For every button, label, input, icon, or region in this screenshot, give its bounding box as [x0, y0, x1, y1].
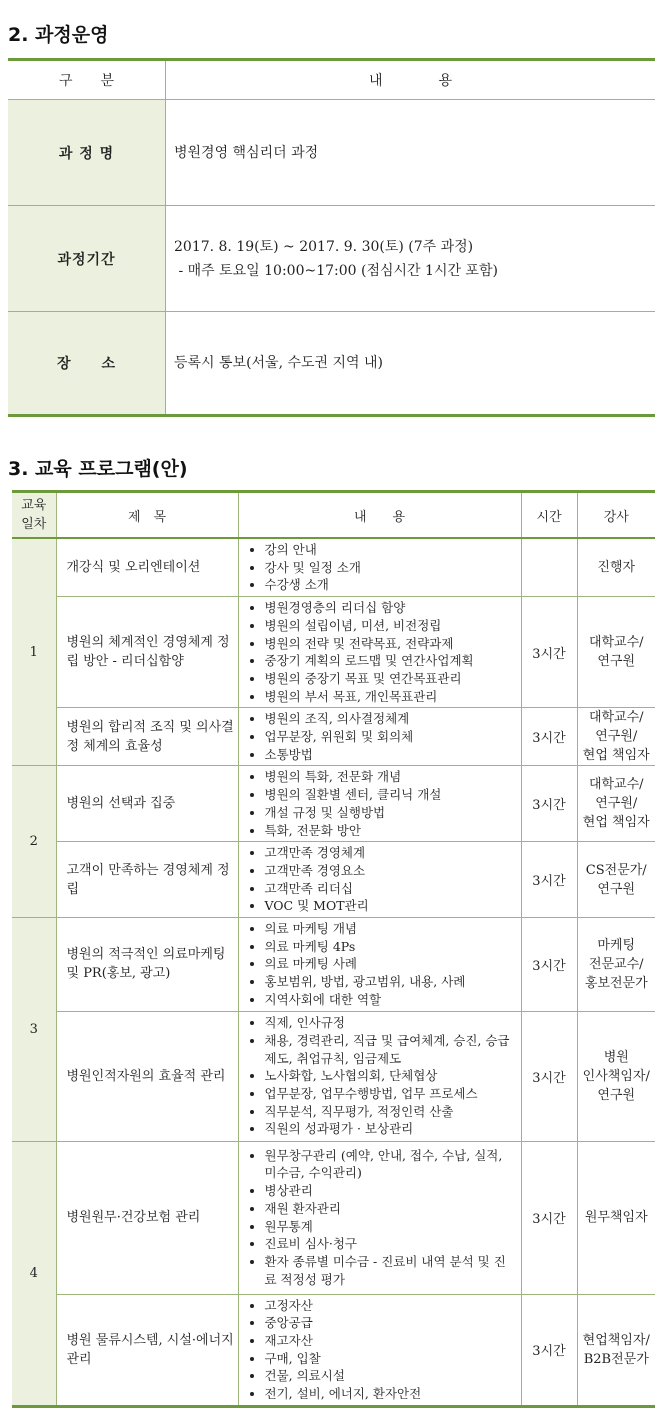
- session-content: [238, 1294, 521, 1406]
- session-time: 3시간: [521, 597, 577, 708]
- list-item: • 구매, 입찰: [265, 1350, 517, 1368]
- lecturer-line: 현업 책임자: [582, 815, 650, 831]
- course-name: 병원경영 핵심리더 과정: [174, 144, 319, 161]
- session-content: [238, 766, 521, 842]
- list-item: • 강의 안내: [265, 541, 517, 559]
- header-content: 내 용: [238, 492, 521, 539]
- row-label: 과정기간: [8, 206, 166, 312]
- list-item: • 병원의 특화, 전문화 개념: [265, 768, 517, 786]
- header-day-line1: 교육: [21, 498, 47, 513]
- list-item: • 직원의 성과평가 · 보상관리: [265, 1120, 517, 1138]
- header-time: 시간: [521, 492, 577, 539]
- list-item: • 채용, 경력관리, 직급 및 급여체계, 승진, 승급제도, 취업규칙, 임금제도: [265, 1032, 517, 1067]
- table-row: [8, 312, 655, 416]
- list-item: • 고정자산: [265, 1297, 517, 1315]
- row-value: [166, 100, 656, 206]
- lecturer-line: 현업 책임자: [582, 748, 650, 764]
- list-item: • 중장기 계획의 로드맵 및 연간사업계획: [265, 652, 517, 670]
- table-row: [12, 1011, 655, 1141]
- header-title: 제 목: [56, 492, 238, 539]
- day-cell: 4: [12, 1141, 56, 1406]
- session-time: 3시간: [521, 842, 577, 918]
- row-value: [166, 312, 656, 416]
- session-title: 병원 물류시스템, 시설·에너지관리: [56, 1294, 238, 1406]
- list-item: • 직무분석, 직무평가, 적정인력 산출: [265, 1103, 517, 1121]
- session-lecturer: [577, 708, 655, 766]
- session-content: [238, 538, 521, 597]
- session-time: 3시간: [521, 1011, 577, 1141]
- list-item: • 의료 마케팅 사례: [265, 955, 517, 973]
- session-title: 병원원무·건강보험 관리: [56, 1141, 238, 1294]
- row-value: [166, 206, 656, 312]
- section-2-title: 2. 과정운영: [8, 24, 109, 46]
- header-day-line2: 일차: [21, 517, 47, 532]
- lecturer-line: 연구원/: [595, 796, 638, 812]
- session-time: 3시간: [521, 766, 577, 842]
- header-lecturer: 강사: [577, 492, 655, 539]
- lecturer-line: 연구원: [597, 1087, 636, 1103]
- content-list: [243, 599, 517, 705]
- list-item: • 병상관리: [265, 1182, 517, 1200]
- lecturer-line: 전문교수/: [588, 956, 644, 972]
- lecturer-line: B2B전문가: [583, 1351, 649, 1367]
- session-content: [238, 1141, 521, 1294]
- table-row: [12, 842, 655, 918]
- lecturer-line: CS전문가/: [585, 862, 647, 878]
- content-list: [243, 541, 517, 594]
- list-item: • 병원의 설립이념, 미션, 비전정립: [265, 617, 517, 635]
- list-item: • 업무분장, 위원회 및 회의체: [265, 728, 517, 746]
- table-row: [12, 918, 655, 1012]
- session-content: [238, 918, 521, 1012]
- lecturer-line: 진행자: [597, 560, 636, 576]
- lecturer-line: 병원: [603, 1049, 629, 1065]
- list-item: • 병원의 전략 및 전략목표, 전략과제: [265, 635, 517, 653]
- session-content: [238, 1011, 521, 1141]
- session-lecturer: [577, 766, 655, 842]
- lecturer-line: 인사책임자/: [582, 1068, 650, 1084]
- table-row: [12, 766, 655, 842]
- list-item: • 재고자산: [265, 1332, 517, 1350]
- list-item: • 홍보범위, 방법, 광고범위, 내용, 사례: [265, 973, 517, 991]
- table-row: [12, 708, 655, 766]
- list-item: • 고객만족 리더십: [265, 880, 517, 898]
- row-label: 장 소: [8, 312, 166, 416]
- list-item: • 고객만족 경영요소: [265, 862, 517, 880]
- section-3-title: 3. 교육 프로그램(안): [8, 458, 188, 480]
- table-row: [8, 100, 655, 206]
- table-row: [12, 597, 655, 708]
- list-item: • 수강생 소개: [265, 576, 517, 594]
- lecturer-line: 현업책임자/: [582, 1332, 650, 1348]
- content-list: [243, 844, 517, 915]
- list-item: • 소통방법: [265, 746, 517, 764]
- list-item: • 전기, 설비, 에너지, 환자안전: [265, 1385, 517, 1403]
- content-list: [243, 710, 517, 763]
- session-lecturer: [577, 1294, 655, 1406]
- list-item: • 건물, 의료시설: [265, 1367, 517, 1385]
- table-row: [12, 538, 655, 597]
- lecturer-line: 연구원: [597, 881, 636, 897]
- header-content: 내 용: [166, 60, 656, 100]
- list-item: • 병원의 중장기 목표 및 연간목표관리: [265, 670, 517, 688]
- list-item: • 노사화합, 노사협의회, 단체협상: [265, 1067, 517, 1085]
- course-schedule: - 매주 토요일 10:00~17:00 (점심시간 1시간 포함): [174, 262, 498, 279]
- table-row: [12, 1141, 655, 1294]
- session-time: 3시간: [521, 708, 577, 766]
- day-cell: 1: [12, 538, 56, 766]
- day-cell: 3: [12, 918, 56, 1142]
- session-lecturer: [577, 1011, 655, 1141]
- list-item: • 재원 환자관리: [265, 1200, 517, 1218]
- session-content: [238, 842, 521, 918]
- lecturer-line: 마케팅: [597, 937, 636, 953]
- lecturer-line: 대학교수/: [588, 777, 644, 793]
- program-table: [12, 490, 655, 1408]
- list-item: • 원무통계: [265, 1218, 517, 1236]
- content-list: [243, 920, 517, 1009]
- list-item: • 의료 마케팅 4Ps: [265, 938, 517, 956]
- session-title: 개강식 및 오리엔테이션: [56, 538, 238, 597]
- session-lecturer: [577, 918, 655, 1012]
- session-lecturer: [577, 1141, 655, 1294]
- list-item: • VOC 및 MOT관리: [265, 897, 517, 915]
- lecturer-line: 연구원/: [595, 729, 638, 745]
- content-list: [243, 1297, 517, 1403]
- lecturer-line: 연구원: [597, 654, 636, 670]
- list-item: • 병원경영층의 리더십 함양: [265, 599, 517, 617]
- header-day: [12, 492, 56, 539]
- course-period: 2017. 8. 19(토) ~ 2017. 9. 30(토) (7주 과정): [174, 238, 474, 255]
- header-category: 구 분: [8, 60, 166, 100]
- session-lecturer: [577, 842, 655, 918]
- list-item: • 업무분장, 업무수행방법, 업무 프로세스: [265, 1085, 517, 1103]
- table-header-row: [12, 492, 655, 539]
- table-row: [8, 206, 655, 312]
- session-time: 3시간: [521, 1294, 577, 1406]
- course-location: 등록시 통보(서울, 수도권 지역 내): [174, 355, 383, 371]
- list-item: • 강사 및 일정 소개: [265, 559, 517, 577]
- day-cell: 2: [12, 766, 56, 918]
- list-item: • 병원의 부서 목표, 개인목표관리: [265, 688, 517, 706]
- session-time: 3시간: [521, 1141, 577, 1294]
- list-item: • 의료 마케팅 개념: [265, 920, 517, 938]
- session-title: 병원의 선택과 집중: [56, 766, 238, 842]
- list-item: • 특화, 전문화 방안: [265, 822, 517, 840]
- row-label: 과 정 명: [8, 100, 166, 206]
- list-item: • 직제, 인사규정: [265, 1014, 517, 1032]
- session-content: [238, 597, 521, 708]
- list-item: • 지역사회에 대한 역할: [265, 991, 517, 1009]
- session-title: 고객이 만족하는 경영체계 정립: [56, 842, 238, 918]
- session-lecturer: [577, 597, 655, 708]
- content-list: [243, 768, 517, 839]
- lecturer-line: 대학교수/: [588, 710, 644, 726]
- table-header-row: [8, 60, 655, 100]
- session-title: 병원인적자원의 효율적 관리: [56, 1011, 238, 1141]
- list-item: • 개설 규정 및 실행방법: [265, 804, 517, 822]
- session-title: 병원의 적극적인 의료마케팅 및 PR(홍보, 광고): [56, 918, 238, 1012]
- session-title: 병원의 체계적인 경영체계 정립 방안 - 리더십함양: [56, 597, 238, 708]
- session-time: 3시간: [521, 918, 577, 1012]
- lecturer-line: 원무책임자: [584, 1210, 648, 1226]
- lecturer-line: 대학교수/: [588, 635, 644, 651]
- content-list: [243, 1147, 517, 1289]
- table-row: [12, 1294, 655, 1406]
- list-item: • 병원의 조직, 의사결정체계: [265, 710, 517, 728]
- content-list: [243, 1014, 517, 1138]
- session-title: 병원의 합리적 조직 및 의사결정 체계의 효율성: [56, 708, 238, 766]
- list-item: • 중앙공급: [265, 1314, 517, 1332]
- session-lecturer: [577, 538, 655, 597]
- lecturer-line: 홍보전문가: [584, 975, 648, 991]
- session-content: [238, 708, 521, 766]
- list-item: • 환자 종류별 미수금 - 진료비 내역 분석 및 진료 적정성 평가: [265, 1253, 517, 1288]
- list-item: • 병원의 질환별 센터, 클리닉 개설: [265, 786, 517, 804]
- list-item: • 원무창구관리 (예약, 안내, 접수, 수납, 실적, 미수금, 수익관리): [265, 1147, 517, 1182]
- list-item: • 진료비 심사·청구: [265, 1235, 517, 1253]
- list-item: • 고객만족 경영체계: [265, 844, 517, 862]
- course-operation-table: [8, 58, 655, 417]
- session-time: [521, 538, 577, 597]
